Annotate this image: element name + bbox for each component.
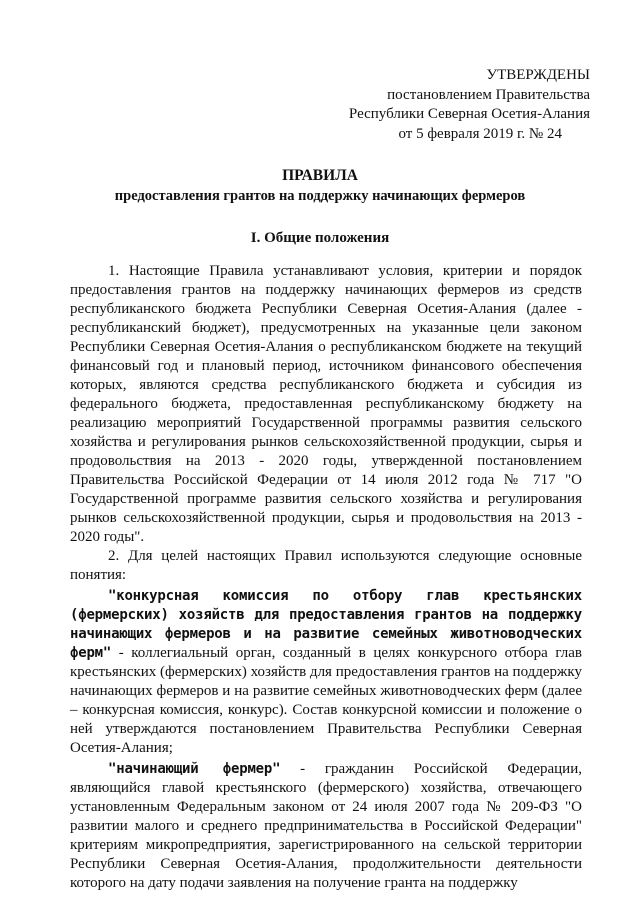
definition-text-farmer: - гражданин Российской Федерации, являющийся главой крестьянского (фермерского) хозяйства, отвечающего установленным Федеральным законом от 24 июля 2007 года № 209-ФЗ "О развитии малого и среднего предпринимательства в Российской Федерации" критериям микропредприятия, зарегистрированного на сельской территории Республики Северная Осетия-Алания, продолжительности деятельности которого на дату подачи заявления на получение гранта на поддержку (70, 761, 582, 891)
title-subtitle: предоставления грантов на поддержку начинающих фермеров (114, 188, 526, 204)
paragraph-2: 2. Для целей настоящих Правил используются следующие основные понятия: (70, 548, 582, 583)
document-title (40, 166, 600, 206)
approval-heading: УТВЕРЖДЕНЫ (486, 67, 590, 83)
definition-term-farmer: "начинающий фермер" (108, 761, 281, 777)
document-body (70, 262, 582, 893)
approval-republic: Республики Северная Осетия-Алания (348, 106, 590, 122)
title-main: ПРАВИЛА (282, 167, 358, 184)
definition-term-commission: "конкурсная комиссия по отбору глав крестьянских (фермерских) хозяйств для предоставления грантов на поддержку начинающих фермеров и на развитие семейных животноводческих ферм" (70, 588, 582, 661)
approval-date-number: от 5 февраля 2019 г. № 24 (398, 125, 562, 142)
approval-stamp (330, 66, 590, 144)
paragraph-1: 1. Настоящие Правила устанавливают условия, критерии и порядок предоставления грантов на поддержку начинающих фермеров из средств республиканского бюджета Республики Северная Осетия-Алания (далее - республиканский бюджет), предусмотренных на указанные цели законом Республики Северная Осетия-Алания о республиканском бюджете на текущий финансовый год и плановый период, источником финансового обеспечения которых, являются средства республиканского бюджета и субсидия из федерального бюджета, предоставленная республиканскому бюджету на реализацию мероприятий Государственной программы развития сельского хозяйства и регулирования рынков сельскохозяйственной продукции, сырья и продовольствия на 2013 - 2020 годы, утвержденной постановлением Правительства Российской Федерации от 14 июля 2012 года № 717 "О Государственной программе развития сельского хозяйства и регулирования рынков сельскохозяйственной продукции, сырья и продовольствия на 2013 - 2020 годы". (70, 263, 582, 545)
approval-authority: постановлением Правительства (387, 86, 590, 103)
definition-text-commission: - коллегиальный орган, созданный в целях конкурсного отбора глав крестьянских (фермерских) хозяйств для предоставления грантов на поддержку начинающих фермеров и на развитие семейных животноводческих ферм (далее – конкурсная комиссия, конкурс). Состав конкурсной комиссии и положение о ней утверждаются постановлением Правительства Республики Северная Осетия-Алания; (70, 645, 582, 756)
definition-commission (70, 587, 582, 758)
definition-farmer (70, 760, 582, 893)
section-heading: I. Общие положения (250, 230, 390, 246)
